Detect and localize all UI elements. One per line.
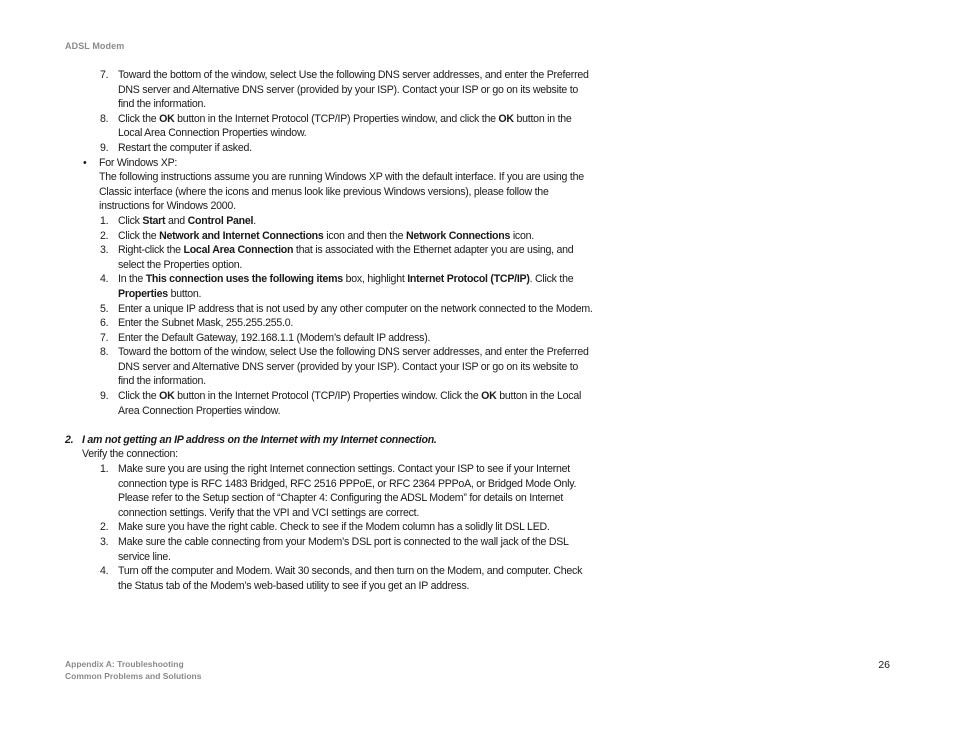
list-item [65,68,595,112]
text-run: Turn off the computer and Modem. Wait 30 seconds, and then turn on the Modem, and computer. Check the Status tab of the Modem’s web-based utility to see if you get an IP address. [118,565,583,592]
text-run: . [253,214,256,227]
text-run: box, highlight [342,273,408,286]
list-item-number: 9. [100,141,109,154]
bold-term: Network Connections [405,229,511,242]
list-item-text [118,69,589,110]
list-item-number: 8. [100,346,109,359]
text-run: icon. [510,229,534,242]
windows-xp-intro: The following instructions assume you are running Windows XP with the default interface. If you are using the Classic interface (where the icons and menus look like previous Windows versions), please follow the instructions for Windows 2000. [99,171,584,213]
bullet-marker: • [83,156,87,169]
text-run: Toward the bottom of the window, select Use the following DNS server addresses, and enter the Preferred DNS server and Alternative DNS server (provided by your ISP). Contact your ISP or go on its website to find the information. [118,69,589,111]
text-run: Make sure you have the right cable. Check to see if the Modem column has a solidly lit DSL LED. [118,521,550,534]
text-run: In the [118,273,146,286]
list-item-number: 5. [100,302,109,315]
bold-term: Network and Internet Connections [159,229,324,242]
bold-term: Internet Protocol (TCP/IP) [407,273,530,286]
list-item-number: 3. [100,536,109,548]
list-item-text [118,521,550,533]
list-item-text [118,390,581,417]
text-run: icon and then the [323,229,406,242]
text-run: . Click the [529,273,574,286]
list-item [65,141,595,156]
text-run: Make sure you are using the right Internet connection settings. Contact your ISP to see if your Internet connection type is RFC 1483 Bridged, RFC 2516 PPPoE, or RFC 2364 PPPoA, or Bridged Mode Only. Please refer to the Setup section of “Chapter 4: Configuring the ADSL Modem” for details on Internet connection settings. Verify that the VPI and VCI settings are correct. [118,463,577,519]
list-item-number: 7. [100,331,109,344]
footer [65,658,201,682]
list-item [65,316,595,331]
bold-term: OK [498,112,514,125]
text-run: Toward the bottom of the window, select Use the following DNS server addresses, and enter the Preferred DNS server and Alternative DNS server (provided by your ISP). Contact your ISP or go on its website to find the information. [118,346,589,388]
question-heading [65,433,595,448]
list-item-number: 7. [100,69,109,81]
list-item-number: 9. [100,390,109,403]
list-item-number: 4. [100,565,109,578]
verify-steps-list [65,462,595,593]
page-number: 26 [878,659,890,671]
list-item-text [118,536,568,563]
bold-term: Properties [118,287,168,300]
text-run: Restart the computer if asked. [118,141,252,154]
list-item-text [118,317,293,329]
text-run: Click the [118,229,160,242]
list-item-text [118,244,573,271]
list-item-number: 2. [100,521,109,534]
list-item-number: 3. [100,244,109,257]
list-item [65,520,595,535]
bold-term: This connection uses the following items [145,273,343,286]
text-run: Enter the Subnet Mask, 255.255.255.0. [118,317,294,330]
list-item [65,302,595,317]
text-run: Enter the Default Gateway, 192.168.1.1 (Modem’s default IP address). [118,331,431,344]
list-item-text [118,142,252,154]
bold-term: OK [159,390,175,403]
text-run: button in the Internet Protocol (TCP/IP) Properties window. Click the [174,390,482,403]
list-item [65,331,595,346]
list-item [65,112,595,141]
list-item-number: 1. [100,463,109,476]
windows-xp-heading: For Windows XP: [99,156,178,169]
list-item-text [118,273,573,300]
list-item-text [118,565,582,592]
text-run: Click the [118,112,160,125]
windows-xp-bullet [65,156,595,171]
previous-steps-list [65,68,595,156]
bold-term: OK [159,112,175,125]
list-item-text [118,303,593,315]
text-run: button in the Internet Protocol (TCP/IP) Properties window, and click the [174,112,499,125]
list-item-text [118,113,572,140]
list-item-number: 4. [100,273,109,286]
text-run: Enter a unique IP address that is not used by any other computer on the network connected to the Modem. [118,302,593,315]
header-label: ADSL Modem [65,41,125,51]
windows-xp-steps-list [65,214,595,418]
list-item-text [118,332,430,344]
list-item-text [118,463,576,519]
text-run: Make sure the cable connecting from your Modem’s DSL port is connected to the wall jack of the DSL service line. [118,536,569,563]
list-item [65,462,595,520]
list-item [65,564,595,593]
text-run: Click [118,214,143,227]
list-item-number: 6. [100,317,109,330]
list-item [65,272,595,301]
text-run: that is associated with the Ethernet adapter you are using, and select the Properties option. [118,244,574,271]
text-run: and [165,214,188,227]
verify-label: Verify the connection: [82,448,178,461]
list-item-number: 8. [100,112,109,125]
list-item-number: 2. [100,229,109,242]
list-item [65,214,595,229]
text-run: button in the Local Area Connection Properties window. [118,112,572,140]
list-item [65,389,595,418]
text-run: Click the [118,390,160,403]
list-item [65,229,595,244]
question-text: I am not getting an IP address on the Internet with my Internet connection. [82,433,437,446]
bold-term: Control Panel [187,214,254,227]
list-item-text [118,346,589,387]
question-number: 2. [65,433,74,446]
list-item [65,535,595,564]
bold-term: Local Area Connection [183,244,294,257]
bold-term: Start [142,214,166,227]
bold-term: OK [481,390,497,403]
footer-subsection-title: Common Problems and Solutions [65,671,202,681]
list-item-number: 1. [100,214,109,227]
list-item-text [118,215,256,227]
list-item-text [118,230,534,242]
list-item [65,243,595,272]
text-run: button in the Local Area Connection Properties window. [118,390,582,417]
footer-section-title: Appendix A: Troubleshooting [65,659,184,669]
document-body [65,68,595,593]
text-run: Right-click the [118,244,184,257]
list-item [65,345,595,389]
text-run: button. [167,287,202,300]
